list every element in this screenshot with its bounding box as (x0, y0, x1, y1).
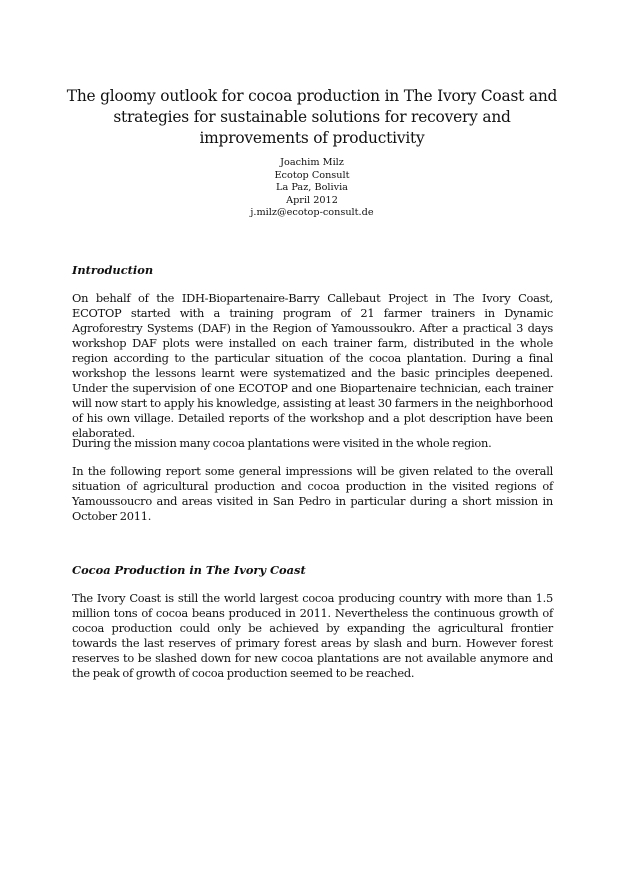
paragraph: In the following report some general impressions will be given related to the overall situation of agricultural production and cocoa production in the visited regions of Yamoussoucro and areas visited in San Pedro in particular during a short mission in October 2011. (72, 464, 553, 523)
document-title: The gloomy outlook for cocoa production in The Ivory Coast and strategies for sustainable solutions for recovery and improvements of productivity (66, 87, 558, 147)
paragraph: During the mission many cocoa plantations were visited in the whole region. (72, 436, 492, 450)
author-block (160, 157, 464, 220)
author-email: j.milz@ecotop-consult.de (250, 207, 374, 219)
author-organization: Ecotop Consult (274, 169, 350, 181)
paragraph: On behalf of the IDH-Biopartenaire-Barry Callebaut Project in The Ivory Coast, ECOTOP started with a training program of 21 farmer trainers in Dynamic Agroforestry Systems (DAF) in the Region of Yamoussoukro. After a practical 3 days workshop DAF plots were installed on each trainer farm, distributed in the whole region according to the particular situation of the cocoa plantation. During a final workshop the lessons learnt were systematized and the basic principles deepened. Under the supervision of one ECOTOP and one Biopartenaire technician, each trainer will now start to apply his knowledge, assisting at least 30 farmers in the neighborhood of his own village. Detailed reports of the workshop and a plot description have been elaborated. (72, 291, 553, 440)
paragraph: The Ivory Coast is still the world largest cocoa producing country with more than 1.5 million tons of cocoa beans produced in 2011. Nevertheless the continuous growth of cocoa production could only be achieved by expanding the agricultural frontier towards the last reserves of primary forest areas by slash and burn. However forest reserves to be slashed down for new cocoa plantations are not available anymore and the peak of growth of cocoa production seemed to be reached. (72, 591, 553, 680)
section-heading-introduction: Introduction (72, 263, 154, 277)
document-date: April 2012 (286, 194, 338, 206)
author-name: Joachim Milz (280, 157, 344, 168)
section-heading-cocoa-production: Cocoa Production in The Ivory Coast (72, 563, 306, 577)
author-location: La Paz, Bolivia (276, 182, 348, 194)
